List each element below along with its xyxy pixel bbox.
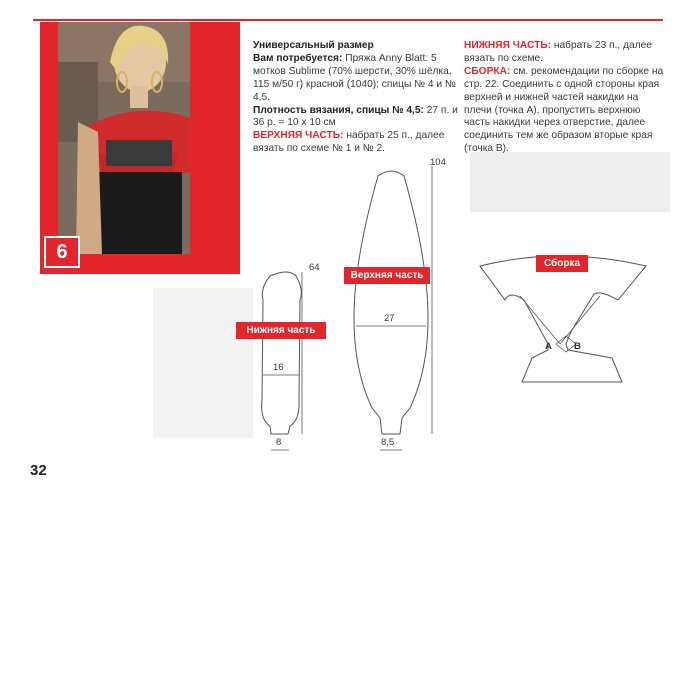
lower-width-value: 16 [273,362,284,373]
upper-label: ВЕРХНЯЯ ЧАСТЬ: [253,130,344,142]
pattern-number-badge: 6 [44,236,80,268]
lower-part-outline [262,272,302,434]
lower-part-label: Нижняя часть [236,322,326,339]
materials-text: Пряжа Anny Blatt: 5 мотков Sublime (70% шерсти, 30% шёлка, 115 м/50 г) красной (1040); спицы № 4 и № 4,5. [253,52,456,103]
upper-bottom-value: 8,5 [381,437,395,448]
materials-label: Вам потребуется: [253,52,343,64]
page-number: 32 [30,462,47,479]
upper-part-outline [354,171,428,434]
assembly-outline [480,256,646,382]
gauge-label: Плотность вязания, спицы № 4,5: [253,104,424,116]
point-b-label: B [574,341,581,352]
lower-height-value: 64 [309,262,320,273]
upper-width-value: 27 [384,313,395,324]
lower-text: набрать 23 п., далее вязать по схеме. [464,40,652,64]
lower-bottom-value: 8 [276,437,282,448]
point-a-label: A [545,341,552,352]
upper-part-label: Верхняя часть [344,267,430,284]
upper-height-value: 104 [430,157,446,168]
assembly-label-box: Сборка [536,255,588,272]
upper-text: набрать 25 п., далее вязать по схеме № 1 и № 2. [253,130,445,155]
show-through-block [153,288,253,438]
gauge-text: 27 п. и 36 р. = 10 х 10 см [253,104,458,129]
assembly-label: СБОРКА: [464,65,511,77]
lower-label: НИЖНЯЯ ЧАСТЬ: [464,40,552,51]
assembly-text: см. рекомендации по сборке на стр. 22. Соединить с одной стороны края верхней и нижней частей накидки на плечи (точка А), пропустить верхнюю часть накидки через отверстие, далее соединить тем же образом вторые края (точка В). [464,65,664,155]
size-heading: Универсальный размер [253,40,374,51]
